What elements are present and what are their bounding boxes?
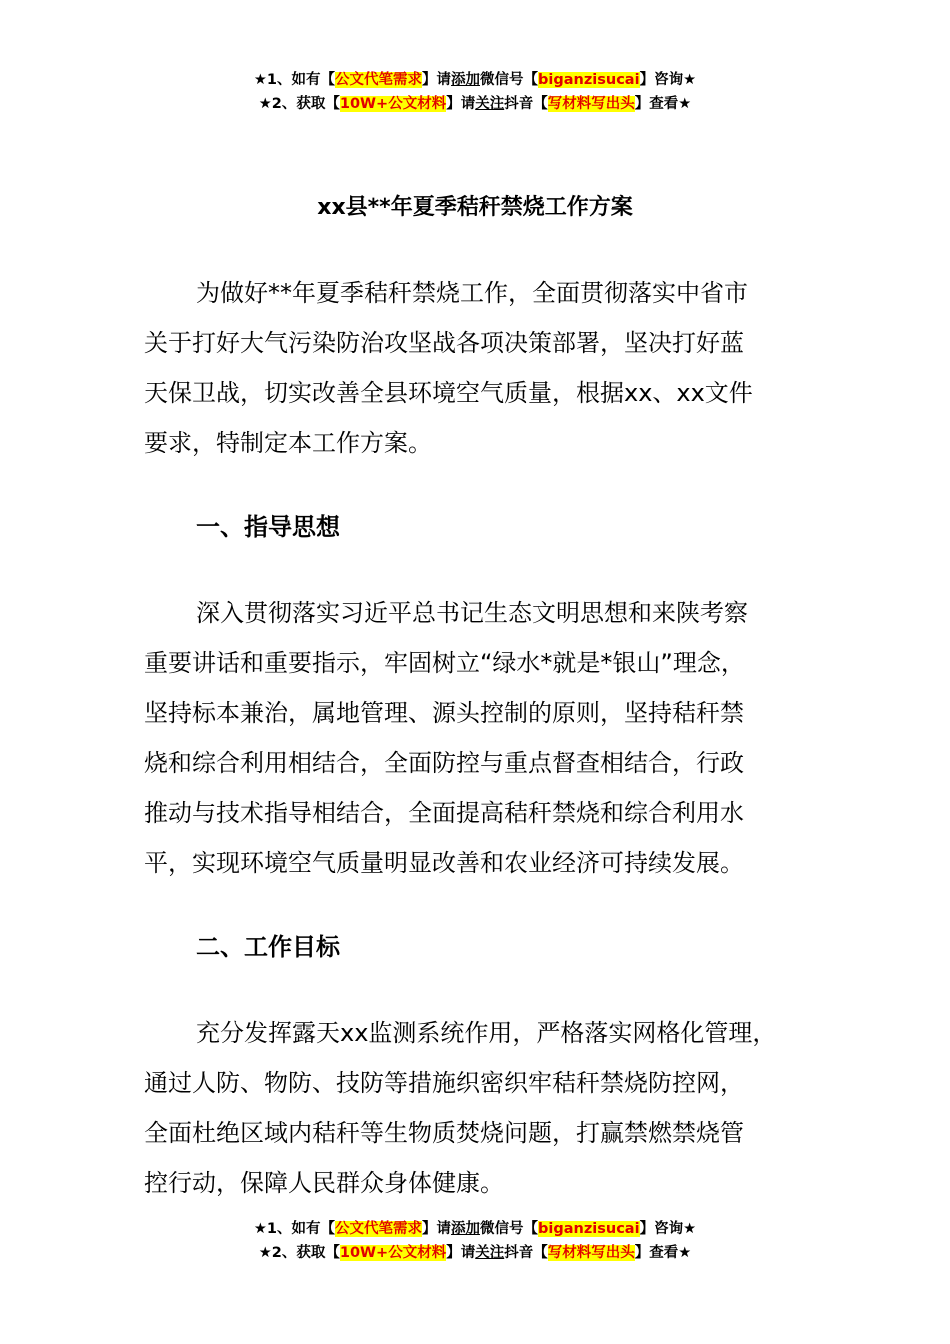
paragraph-line: 平，实现环境空气质量明显改善和农业经济可持续发展。 <box>144 849 744 877</box>
banner-text: 】请 <box>422 72 452 88</box>
paragraph-line: 烧和综合利用相结合，全面防控与重点督查相结合，行政 <box>144 749 744 777</box>
banner-highlight-wechat: biganzisucai <box>538 1221 640 1237</box>
banner-text: ★2、获取【 <box>258 96 340 112</box>
banner-text: ★2、获取【 <box>258 1245 340 1261</box>
section-1-heading: 一、指导思想 <box>196 513 340 541</box>
banner-text: 抖音【 <box>504 1245 548 1261</box>
banner-text: 抖音【 <box>504 96 548 112</box>
banner-highlight-service: 公文代笔需求 <box>335 1221 423 1237</box>
banner-highlight-materials: 10W+公文材料 <box>339 96 447 112</box>
section-1-paragraph <box>144 588 824 888</box>
banner-highlight-douyin: 写材料写出头 <box>547 1245 635 1261</box>
banner-text: 】查看★ <box>634 96 692 112</box>
paragraph-line: 要求，特制定本工作方案。 <box>144 429 432 457</box>
paragraph-line: 天保卫战，切实改善全县环境空气质量，根据xx、xx文件 <box>144 379 753 407</box>
banner-underline: 关注 <box>475 1245 505 1261</box>
section-2-heading: 二、工作目标 <box>196 933 340 961</box>
paragraph-line: 全面杜绝区域内秸秆等生物质焚烧问题，打赢禁燃禁烧管 <box>144 1119 744 1147</box>
paragraph-line: 推动与技术指导相结合，全面提高秸秆禁烧和综合利用水 <box>144 799 744 827</box>
intro-paragraph <box>144 268 824 468</box>
banner-highlight-douyin: 写材料写出头 <box>547 96 635 112</box>
banner-line-2 <box>0 1241 950 1265</box>
banner-text: 】查看★ <box>634 1245 692 1261</box>
banner-text: 】请 <box>422 1221 452 1237</box>
paragraph-line: 充分发挥露天xx监测系统作用，严格落实网格化管理， <box>196 1019 777 1047</box>
paragraph-line: 深入贯彻落实习近平总书记生态文明思想和来陕考察 <box>196 599 748 627</box>
banner-highlight-service: 公文代笔需求 <box>335 72 423 88</box>
paragraph-line: 重要讲话和重要指示，牢固树立“绿水*就是*银山”理念， <box>144 649 745 677</box>
banner-line-1 <box>0 1217 950 1241</box>
banner-highlight-wechat: biganzisucai <box>538 72 640 88</box>
section-2-paragraph <box>144 1008 824 1208</box>
banner-text: ★1、如有【 <box>253 72 336 88</box>
banner-highlight-materials: 10W+公文材料 <box>339 1245 447 1261</box>
banner-underline: 添加 <box>451 1221 481 1237</box>
paragraph-line: 控行动，保障人民群众身体健康。 <box>144 1169 504 1197</box>
banner-text: ★1、如有【 <box>253 1221 336 1237</box>
bottom-banner <box>0 1217 950 1265</box>
banner-text: 】咨询★ <box>639 1221 697 1237</box>
banner-line-1 <box>0 68 950 92</box>
banner-text: 微信号【 <box>480 72 539 88</box>
banner-text: 微信号【 <box>480 1221 539 1237</box>
paragraph-line: 为做好**年夏季秸秆禁烧工作，全面贯彻落实中省市 <box>196 279 748 307</box>
banner-text: 】咨询★ <box>639 72 697 88</box>
banner-text: 】请 <box>446 96 476 112</box>
banner-underline: 添加 <box>451 72 481 88</box>
top-banner <box>0 68 950 116</box>
paragraph-line: 坚持标本兼治，属地管理、源头控制的原则，坚持秸秆禁 <box>144 699 744 727</box>
paragraph-line: 通过人防、物防、技防等措施织密织牢秸秆禁烧防控网， <box>144 1069 744 1097</box>
paragraph-line: 关于打好大气污染防治攻坚战各项决策部署，坚决打好蓝 <box>144 329 744 357</box>
document-title: xx县**年夏季秸秆禁烧工作方案 <box>317 195 633 220</box>
banner-line-2 <box>0 92 950 116</box>
banner-underline: 关注 <box>475 96 505 112</box>
banner-text: 】请 <box>446 1245 476 1261</box>
